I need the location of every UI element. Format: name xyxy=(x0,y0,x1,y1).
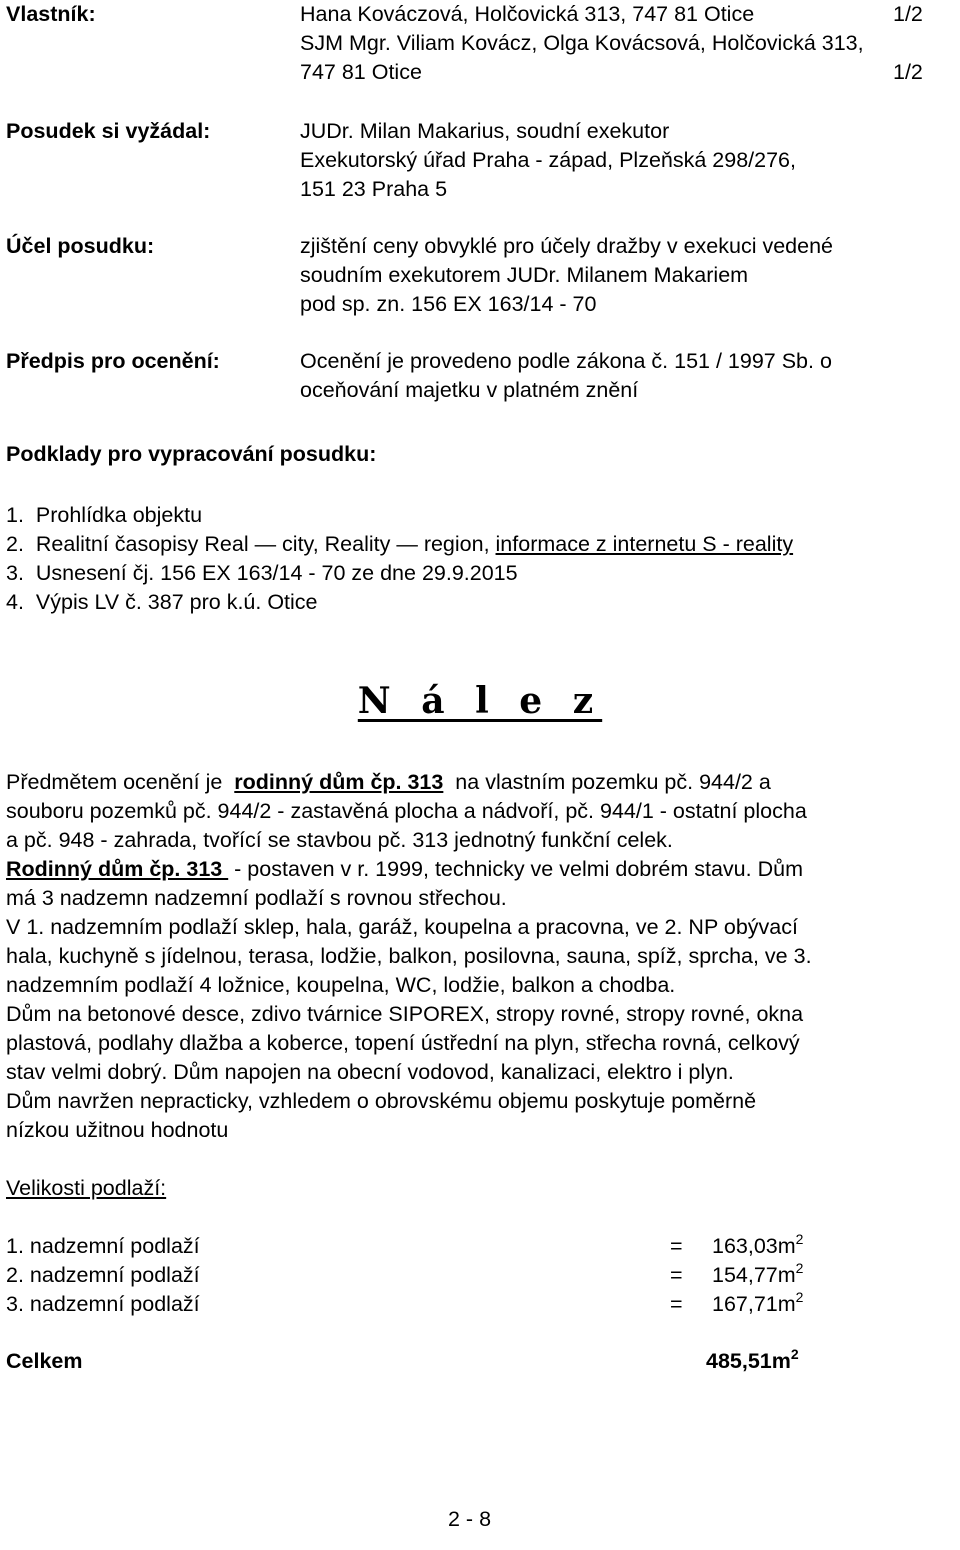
floor-row-eq: = xyxy=(670,1234,683,1258)
findings-p4-line-1: Dům na betonové desce, zdivo tvárnice SIPOREX, stropy rovné, stropy rovné, okna xyxy=(6,1002,804,1026)
owner-line-2: SJM Mgr. Viliam Kovácz, Olga Kovácsová, Holčovická 313, xyxy=(300,31,864,55)
findings-p2-line-2: má 3 nadzemn nadzemní podlaží s rovnou střechou. xyxy=(6,886,507,910)
purpose-line-1: zjištění ceny obvyklé pro účely dražby v exekuci vedené xyxy=(300,234,833,258)
list-item-number: 4. xyxy=(6,590,24,614)
sources-heading: Podklady pro vypracování posudku: xyxy=(6,442,377,466)
findings-p3-line-3: nadzemním podlaží 4 ložnice, koupelna, WC, lodžie, balkon a chodba. xyxy=(6,973,676,997)
page-number: 2 - 8 xyxy=(448,1507,492,1531)
floor-row-eq: = xyxy=(670,1292,683,1316)
findings-p1-line-1: Předmětem ocenění je rodinný dům čp. 313 na vlastním pozemku pč. 944/2 a xyxy=(6,770,771,794)
list-item-text: Realitní časopisy Real — city, Reality — region, xyxy=(35,532,496,556)
findings-p3-line-2: hala, kuchyně s jídelnou, terasa, lodžie, balkon, posilovna, sauna, spíž, sprcha, ve 3. xyxy=(6,944,812,968)
floor-row-label: 2. nadzemní podlaží xyxy=(6,1263,200,1287)
floor-row-value: $167,71m^2$ xyxy=(712,1289,804,1316)
purpose-label: Účel posudku: xyxy=(6,234,155,258)
floor-row-label: 3. nadzemní podlaží xyxy=(6,1292,200,1316)
floor-row-value: $154,77m^2$ xyxy=(712,1260,804,1287)
findings-p4-line-3: stav velmi dobrý. Dům napojen na obecní vodovod, kanalizaci, elektro i plyn. xyxy=(6,1060,734,1084)
purpose-line-2: soudním exekutorem JUDr. Milanem Makariem xyxy=(300,263,749,287)
regulation-line-1: Ocenění je provedeno podle zákona č. 151 / 1997 Sb. o xyxy=(300,349,832,373)
owner-line-1: Hana Kováczová, Holčovická 313, 747 81 Otice xyxy=(300,2,755,26)
findings-p3-line-1: V 1. nadzemním podlaží sklep, hala, garáž, koupelna a pracovna, ve 2. NP obývací xyxy=(6,915,798,939)
findings-p1-line-3: a pč. 948 - zahrada, tvořící se stavbou pč. 313 jednotný funkční celek. xyxy=(6,828,673,852)
total-label: Celkem xyxy=(6,1349,83,1373)
list-item xyxy=(6,588,318,617)
purpose-line-3: pod sp. zn. 156 EX 163/14 - 70 xyxy=(300,292,597,316)
owner-line-3: 747 81 Otice xyxy=(300,60,422,84)
findings-p5-line-2: nízkou užitnou hodnotu xyxy=(6,1118,229,1142)
findings-p5-line-1: Dům navržen nepracticky, vzhledem o obrovskému objemu poskytuje poměrně xyxy=(6,1089,757,1113)
findings-p4-line-2: plastová, podlahy dlažba a koberce, topení ústřední na plyn, střecha rovná, celkový xyxy=(6,1031,800,1055)
internet-source-link[interactable]: informace z internetu S - reality xyxy=(495,532,794,556)
regulation-label: Předpis pro ocenění: xyxy=(6,349,220,373)
list-item-text: Prohlídka objektu xyxy=(35,503,203,527)
requested-by-label: Posudek si vyžádal: xyxy=(6,119,211,143)
floor-row-value: $163,03m^2$ xyxy=(712,1231,804,1258)
house-heading: Rodinný dům čp. 313 xyxy=(6,857,229,881)
floor-row-label: 1. nadzemní podlaží xyxy=(6,1234,200,1258)
findings-title: N á l e z xyxy=(357,680,603,722)
floor-sizes-heading: Velikosti podlaží: xyxy=(6,1176,167,1200)
list-item xyxy=(6,501,202,530)
regulation-line-2: oceňování majetku v platném znění xyxy=(300,378,639,402)
list-item-number: 1. xyxy=(6,503,24,527)
owner-share-2: 1/2 xyxy=(893,60,923,84)
requested-by-line-2: Exekutorský úřad Praha - západ, Plzeňská 298/276, xyxy=(300,148,796,172)
findings-p2-line-1: Rodinný dům čp. 313 - postaven v r. 1999, technicky ve velmi dobrém stavu. Dům xyxy=(6,857,803,881)
requested-by-line-3: 151 23 Praha 5 xyxy=(300,177,448,201)
subject-house-highlight: rodinný dům čp. 313 xyxy=(234,770,444,794)
owner-share-1: 1/2 xyxy=(893,2,923,26)
list-item-number: 2. xyxy=(6,532,24,556)
total-value: $485,51m^2$ xyxy=(706,1346,799,1373)
list-item xyxy=(6,559,518,588)
list-item-number: 3. xyxy=(6,561,24,585)
findings-p1-line-2: souboru pozemků pč. 944/2 - zastavěná plocha a nádvoří, pč. 944/1 - ostatní plocha xyxy=(6,799,807,823)
floor-row-eq: = xyxy=(670,1263,683,1287)
owner-label: Vlastník: xyxy=(6,2,96,26)
list-item-text: Usnesení čj. 156 EX 163/14 - 70 ze dne 29.9.2015 xyxy=(35,561,518,585)
requested-by-line-1: JUDr. Milan Makarius, soudní exekutor xyxy=(300,119,670,143)
list-item-text: Výpis LV č. 387 pro k.ú. Otice xyxy=(35,590,318,614)
list-item xyxy=(6,530,793,559)
